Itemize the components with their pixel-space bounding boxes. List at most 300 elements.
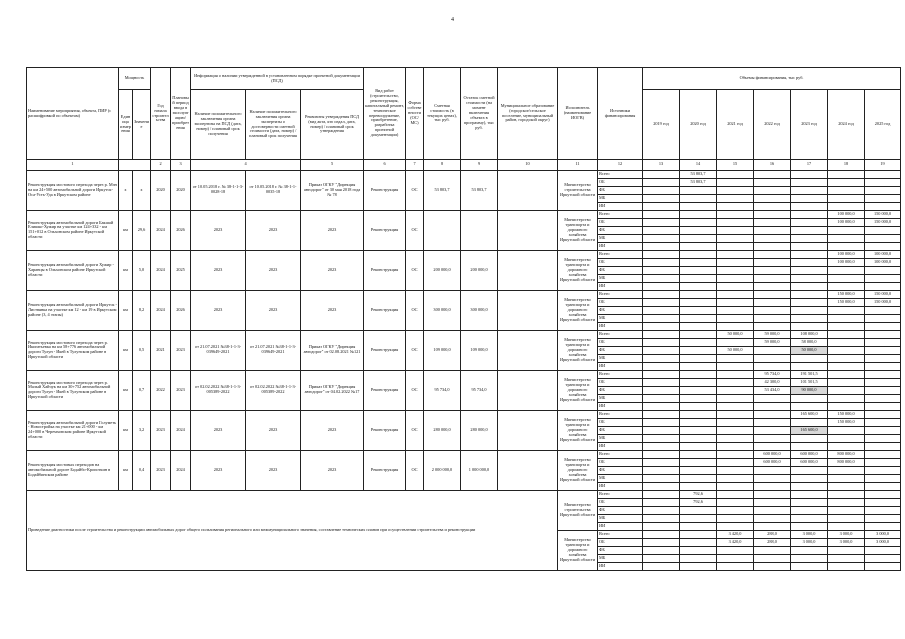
funding-value — [643, 202, 680, 210]
funding-value — [828, 498, 865, 506]
col-number: 6 — [364, 160, 406, 171]
funding-value — [828, 170, 865, 178]
funding-value — [717, 258, 754, 266]
funding-value — [754, 490, 791, 498]
source-label: Всего — [598, 290, 643, 298]
funding-value — [680, 538, 717, 546]
unit-cell: км — [119, 330, 133, 370]
funding-value — [791, 434, 828, 442]
expertise-cost-cell: 2023 — [246, 250, 301, 290]
funding-value — [717, 402, 754, 410]
funding-value: 100 000,0 — [865, 250, 901, 258]
funding-value — [717, 226, 754, 234]
funding-value: 600 000,0 — [791, 450, 828, 458]
funding-value — [754, 234, 791, 242]
header-remaining-cost: Остаток сметной стоимости (на момент включения объекта в программу), тыс руб. — [461, 68, 498, 160]
year-end-cell: 2023 — [171, 330, 191, 370]
ownership-cell: ОС — [406, 250, 424, 290]
municipality-cell — [498, 290, 558, 330]
funding-value — [643, 226, 680, 234]
funding-value — [865, 186, 901, 194]
funding-value — [680, 226, 717, 234]
source-label: ОБ — [598, 378, 643, 386]
source-label: МБ — [598, 394, 643, 402]
funding-value — [865, 562, 901, 570]
object-name: Реконструкция автомобильной дороги Голуметь - Новостройка на участке км 21+000 - км 24+000 в Черемховском районе Иркутской области — [27, 410, 119, 450]
funding-value — [754, 498, 791, 506]
funding-value — [828, 370, 865, 378]
source-label: МБ — [598, 514, 643, 522]
funding-value — [643, 554, 680, 562]
ownership-cell: ОС — [406, 410, 424, 450]
funding-value — [680, 482, 717, 490]
funding-value — [643, 514, 680, 522]
funding-value — [828, 402, 865, 410]
value-cell: 5,0 — [133, 250, 151, 290]
source-label: МБ — [598, 234, 643, 242]
header-funding-group: Объемы финансирования, тыс руб. — [643, 68, 901, 90]
funding-value — [680, 370, 717, 378]
object-name: Реконструкция автомобильной дороги Иркутск - Листвянка на участке км 12 - км 19 в Иркутском районе (3, 4 этапы) — [27, 290, 119, 330]
funding-value — [754, 442, 791, 450]
funding-value: 792,6 — [680, 490, 717, 498]
work-type-cell: Реконструкция — [364, 250, 406, 290]
source-label: ФБ — [598, 266, 643, 274]
executor-cell: Министерство транспорта и дорожного хозяйства Иркутской области — [558, 530, 598, 570]
funding-value — [680, 546, 717, 554]
funding-value — [791, 186, 828, 194]
funding-value — [717, 250, 754, 258]
funding-value — [643, 338, 680, 346]
funding-value — [643, 482, 680, 490]
funding-value — [717, 202, 754, 210]
funding-value — [754, 210, 791, 218]
funding-value — [643, 194, 680, 202]
funding-value — [680, 298, 717, 306]
funding-value — [680, 418, 717, 426]
funding-value — [643, 434, 680, 442]
funding-value — [754, 258, 791, 266]
remaining-cost-cell: 300 000,0 — [461, 290, 498, 330]
source-label: Всего — [598, 170, 643, 178]
funding-value — [643, 210, 680, 218]
funding-value — [680, 402, 717, 410]
expertise-positive-cell: 2023 — [191, 410, 246, 450]
expertise-cost-cell: 2023 — [246, 410, 301, 450]
funding-value — [717, 290, 754, 298]
funding-value — [828, 314, 865, 322]
header-year-end: Плановый период ввода в эксплуатацию/приобретения — [171, 68, 191, 160]
funding-value — [865, 266, 901, 274]
header-year: 2025 год — [865, 90, 901, 160]
funding-value — [865, 194, 901, 202]
funding-value: 3 000,0 — [828, 530, 865, 538]
funding-value — [865, 442, 901, 450]
funding-value — [828, 394, 865, 402]
funding-value: 3 000,0 — [828, 538, 865, 546]
source-label: МБ — [598, 554, 643, 562]
funding-value: 3 420,0 — [717, 538, 754, 546]
funding-value — [791, 234, 828, 242]
funding-value — [643, 306, 680, 314]
funding-value — [643, 322, 680, 330]
funding-value — [791, 554, 828, 562]
year-end-cell: 2026 — [171, 290, 191, 330]
funding-value: 165 600,0 — [791, 426, 828, 434]
funding-value — [865, 522, 901, 530]
executor-cell: Министерство строительства Иркутской области — [558, 490, 598, 530]
municipality-cell — [498, 370, 558, 410]
funding-value — [643, 242, 680, 250]
funding-value — [828, 194, 865, 202]
funding-value — [717, 170, 754, 178]
funding-value: 50 000,0 — [791, 346, 828, 354]
funding-value — [717, 314, 754, 322]
funding-value — [643, 530, 680, 538]
ownership-cell: ОС — [406, 170, 424, 210]
funding-value — [643, 274, 680, 282]
unit-cell: км — [119, 210, 133, 250]
funding-value — [754, 482, 791, 490]
funding-value — [865, 498, 901, 506]
funding-value — [717, 306, 754, 314]
funding-value — [828, 554, 865, 562]
header-expertise-cost: Наличие положительного заключения органа экспертизы о достоверности сметной стоимости (дата, номер) / плановый срок получения — [246, 90, 301, 160]
funding-value — [754, 418, 791, 426]
funding-value — [865, 202, 901, 210]
funding-value — [717, 474, 754, 482]
funding-value — [865, 386, 901, 394]
funding-value — [717, 522, 754, 530]
funding-value — [643, 354, 680, 362]
funding-value — [643, 410, 680, 418]
funding-value — [754, 274, 791, 282]
expertise-positive-cell: 2023 — [191, 290, 246, 330]
funding-value — [754, 362, 791, 370]
funding-value — [791, 474, 828, 482]
funding-value — [791, 306, 828, 314]
funding-value — [643, 282, 680, 290]
col-number: 8 — [424, 160, 461, 171]
funding-value: 150 000,0 — [865, 218, 901, 226]
source-label: ФБ — [598, 466, 643, 474]
col-number: 12 — [598, 160, 643, 171]
header-approval: Реквизиты утверждения ПСД (вид акта, кто издал, дата, номер) / плановый срок утверждения — [301, 90, 364, 160]
funding-value — [717, 266, 754, 274]
source-label: ИИ — [598, 482, 643, 490]
funding-value — [717, 442, 754, 450]
funding-value — [754, 562, 791, 570]
header-year-start: Год начала строительства — [151, 68, 171, 160]
funding-value — [680, 434, 717, 442]
funding-value — [680, 394, 717, 402]
footer-description: Проведение диагностики после строительства и реконструкции автомобильных дорог общего пользования регионального или межмуниципального значения, составление технических планов при осуществлении строительства и реконструкции — [27, 490, 558, 570]
funding-value — [717, 562, 754, 570]
funding-value — [828, 226, 865, 234]
funding-value: 600 000,0 — [791, 458, 828, 466]
funding-value — [828, 346, 865, 354]
funding-value — [643, 330, 680, 338]
funding-value — [865, 314, 901, 322]
funding-value — [754, 298, 791, 306]
funding-value — [791, 290, 828, 298]
funding-value — [865, 170, 901, 178]
funding-value — [680, 274, 717, 282]
work-type-cell: Реконструкция — [364, 370, 406, 410]
ownership-cell: ОС — [406, 330, 424, 370]
table-row — [27, 210, 901, 218]
municipality-cell — [498, 210, 558, 250]
funding-value — [680, 338, 717, 346]
estimated-cost-cell — [424, 210, 461, 250]
estimated-cost-cell: 95 734,0 — [424, 370, 461, 410]
year-start-cell: 2024 — [151, 210, 171, 250]
funding-value: 53 803,7 — [680, 178, 717, 186]
unit-cell: км — [119, 410, 133, 450]
object-name: Реконструкция автомобильной дороги Бакшай Елишко-Хужир на участке км 124+332 - км 151+012 в Ольхонском районе Иркутской области — [27, 210, 119, 250]
remaining-cost-cell: 95 734,0 — [461, 370, 498, 410]
funding-value — [643, 346, 680, 354]
funding-value — [717, 234, 754, 242]
funding-value — [643, 290, 680, 298]
funding-value — [680, 258, 717, 266]
funding-value — [865, 354, 901, 362]
funding-value: 100 000,0 — [828, 250, 865, 258]
value-cell: 0,7 — [133, 370, 151, 410]
funding-value — [828, 514, 865, 522]
funding-value — [828, 442, 865, 450]
header-year: 2024 год — [828, 90, 865, 160]
funding-value: 800 000,0 — [828, 450, 865, 458]
table-row — [27, 450, 901, 458]
source-label: МБ — [598, 474, 643, 482]
funding-value — [643, 394, 680, 402]
col-number: 9 — [461, 160, 498, 171]
funding-value: 3 000,0 — [791, 538, 828, 546]
unit-cell: км — [119, 290, 133, 330]
funding-value — [717, 218, 754, 226]
expertise-cost-cell: 2023 — [246, 290, 301, 330]
funding-value — [828, 522, 865, 530]
funding-value — [643, 402, 680, 410]
source-label: Всего — [598, 530, 643, 538]
funding-value: 150 000,0 — [828, 298, 865, 306]
approval-cell: 2023 — [301, 250, 364, 290]
funding-value — [865, 402, 901, 410]
source-label: ИИ — [598, 442, 643, 450]
funding-value — [717, 482, 754, 490]
funding-value — [865, 338, 901, 346]
value-cell: х — [133, 170, 151, 210]
col-number: 4 — [191, 160, 301, 171]
year-start-cell: 2023 — [151, 450, 171, 490]
estimated-cost-cell: 200 000,0 — [424, 250, 461, 290]
funding-value — [865, 506, 901, 514]
funding-value — [754, 434, 791, 442]
funding-value — [865, 322, 901, 330]
ownership-cell: ОС — [406, 370, 424, 410]
source-label: МБ — [598, 194, 643, 202]
funding-value — [754, 410, 791, 418]
funding-value — [754, 522, 791, 530]
expertise-cost-cell: от 10.05.2018 г. № 38-1-1-0035-18 — [246, 170, 301, 210]
funding-value — [791, 442, 828, 450]
funding-value — [865, 514, 901, 522]
funding-value — [828, 242, 865, 250]
estimated-cost-cell: 109 000,0 — [424, 330, 461, 370]
funding-value — [717, 322, 754, 330]
funding-value — [791, 250, 828, 258]
funding-value — [717, 186, 754, 194]
funding-value — [791, 418, 828, 426]
source-label: Всего — [598, 490, 643, 498]
estimated-cost-cell: 300 000,0 — [424, 290, 461, 330]
year-start-cell: 2022 — [151, 370, 171, 410]
source-label: Всего — [598, 370, 643, 378]
col-number: 17 — [791, 160, 828, 171]
funding-value — [865, 346, 901, 354]
source-label: ИИ — [598, 282, 643, 290]
funding-value: 108 000,0 — [791, 330, 828, 338]
source-label: ИИ — [598, 402, 643, 410]
funding-value: 101 501,5 — [791, 378, 828, 386]
expertise-positive-cell: от 10.05.2018 г. № 38-1-1-3-0028-18 — [191, 170, 246, 210]
year-start-cell: 2024 — [151, 290, 171, 330]
funding-value: 53 803,7 — [680, 170, 717, 178]
funding-value — [865, 490, 901, 498]
funding-value — [643, 442, 680, 450]
remaining-cost-cell: 109 000,0 — [461, 330, 498, 370]
funding-value: 100 000,0 — [828, 218, 865, 226]
executor-cell: Министерство транспорта и дорожного хозяйства Иркутской области — [558, 250, 598, 290]
year-end-cell: 2026 — [171, 210, 191, 250]
investment-program-table-wrapper — [26, 67, 892, 571]
funding-value — [717, 466, 754, 474]
funding-value — [754, 554, 791, 562]
funding-value — [717, 450, 754, 458]
approval-cell: 2023 — [301, 450, 364, 490]
funding-value — [754, 250, 791, 258]
funding-value — [791, 506, 828, 514]
source-label: ФБ — [598, 226, 643, 234]
unit-cell: х — [119, 170, 133, 210]
funding-value — [717, 410, 754, 418]
executor-cell: Министерство транспорта и дорожного хозяйства Иркутской области — [558, 450, 598, 490]
funding-value — [680, 242, 717, 250]
executor-cell: Министерство транспорта и дорожного хозяйства Иркутской области — [558, 330, 598, 370]
work-type-cell: Реконструкция — [364, 210, 406, 250]
funding-value — [828, 306, 865, 314]
executor-cell: Министерство транспорта и дорожного хозяйства Иркутской области — [558, 370, 598, 410]
funding-value — [865, 466, 901, 474]
funding-value — [754, 306, 791, 314]
estimated-cost-cell: 53 803,7 — [424, 170, 461, 210]
funding-value — [643, 178, 680, 186]
executor-cell: Министерство транспорта и дорожного хозяйства Иркутской области — [558, 410, 598, 450]
funding-value — [680, 562, 717, 570]
municipality-cell — [498, 170, 558, 210]
funding-value — [754, 202, 791, 210]
col-number: 10 — [498, 160, 558, 171]
funding-value — [717, 394, 754, 402]
funding-value — [754, 506, 791, 514]
funding-value — [680, 410, 717, 418]
source-label: ИИ — [598, 562, 643, 570]
funding-value — [865, 330, 901, 338]
header-year: 2021 год — [717, 90, 754, 160]
funding-value — [680, 322, 717, 330]
funding-value — [754, 322, 791, 330]
funding-value — [717, 362, 754, 370]
funding-value — [754, 186, 791, 194]
unit-cell: км — [119, 250, 133, 290]
funding-value: 288,0 — [754, 530, 791, 538]
funding-value: 59 000,0 — [754, 330, 791, 338]
funding-value — [643, 218, 680, 226]
year-end-cell: 2024 — [171, 450, 191, 490]
funding-value — [643, 378, 680, 386]
funding-value — [680, 210, 717, 218]
funding-value: 288,0 — [754, 538, 791, 546]
funding-value: 3 420,0 — [717, 530, 754, 538]
header-docs-group: Информация о наличии утвержденной в установленном порядке проектной документации (ПСД) — [191, 68, 364, 90]
header-year: 2022 год — [754, 90, 791, 160]
funding-value: 50 000,0 — [717, 346, 754, 354]
expertise-cost-cell: 2023 — [246, 450, 301, 490]
unit-cell: км — [119, 370, 133, 410]
funding-value — [828, 282, 865, 290]
funding-value — [828, 330, 865, 338]
approval-cell: Приказ ОГКУ "Дирекция автодорог" от 04.02.2022 №17 — [301, 370, 364, 410]
funding-value — [680, 530, 717, 538]
funding-value — [754, 170, 791, 178]
funding-value — [791, 202, 828, 210]
col-number: 16 — [754, 160, 791, 171]
col-number: 7 — [406, 160, 424, 171]
unit-cell: км — [119, 450, 133, 490]
executor-cell: Министерство транспорта и дорожного хозяйства Иркутской области — [558, 210, 598, 250]
funding-value: 59 000,0 — [754, 338, 791, 346]
funding-value — [643, 450, 680, 458]
funding-value: 53 434,0 — [754, 386, 791, 394]
funding-value — [643, 386, 680, 394]
year-start-cell: 2024 — [151, 250, 171, 290]
table-row — [27, 170, 901, 178]
funding-value — [680, 330, 717, 338]
expertise-positive-cell: 2023 — [191, 250, 246, 290]
estimated-cost-cell: 280 000,0 — [424, 410, 461, 450]
funding-value — [643, 362, 680, 370]
funding-value: 150 000,0 — [865, 290, 901, 298]
funding-value — [791, 282, 828, 290]
col-number: 19 — [865, 160, 901, 171]
funding-value — [791, 314, 828, 322]
source-label: ОБ — [598, 538, 643, 546]
funding-value — [680, 442, 717, 450]
source-label: ФБ — [598, 306, 643, 314]
table-row — [27, 250, 901, 258]
funding-value — [791, 226, 828, 234]
funding-value — [865, 418, 901, 426]
funding-value — [680, 234, 717, 242]
table-row — [27, 330, 901, 338]
executor-cell: Министерство транспорта и дорожного хозяйства Иркутской области — [558, 290, 598, 330]
funding-value: 3 000,0 — [865, 530, 901, 538]
funding-value — [828, 186, 865, 194]
funding-value — [643, 370, 680, 378]
funding-value — [717, 282, 754, 290]
funding-value: 42 300,0 — [754, 378, 791, 386]
